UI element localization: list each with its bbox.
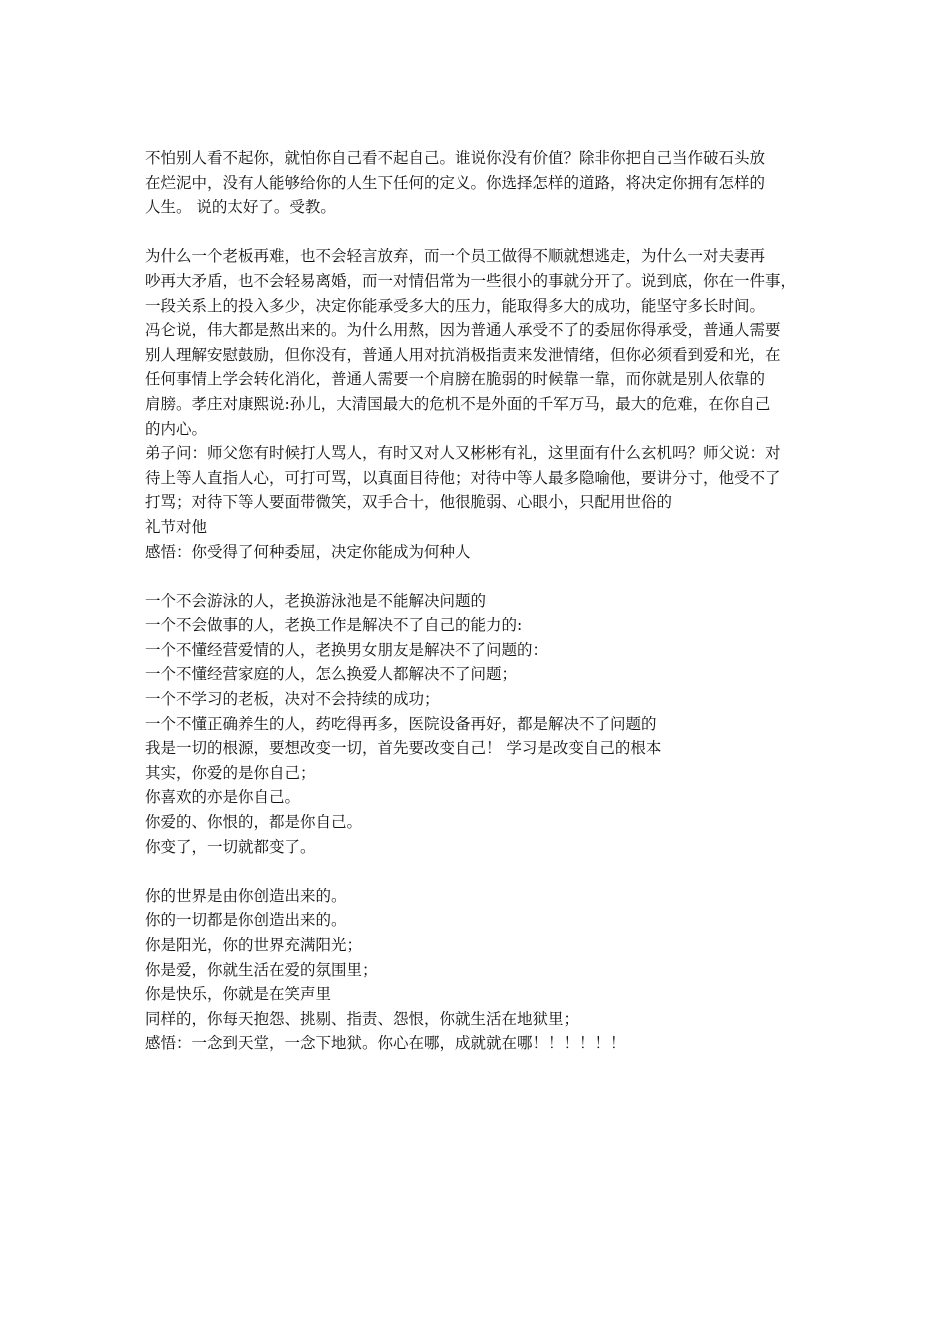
- paragraph-spacer: [145, 859, 810, 884]
- text-line: 一个不会游泳的人，老换游泳池是不能解决问题的: [145, 591, 487, 610]
- paragraph-self-worth: [145, 146, 810, 220]
- text-line: 感悟：你受得了何种委屈，决定你能成为何种人: [145, 542, 471, 561]
- document-body: [145, 146, 810, 1056]
- text-line: 别人理解安慰鼓励，但你没有，普通人用对抗消极指责来发泄情绪，但你必须看到爱和光，在: [145, 345, 781, 364]
- text-line: 弟子问：师父您有时候打人骂人，有时又对人又彬彬有礼，这里面有什么玄机吗？师父说：对: [145, 444, 781, 463]
- text-line: 你是快乐，你就是在笑声里: [145, 985, 332, 1004]
- text-line: 的内心。: [145, 419, 208, 438]
- text-line: 一个不懂正确养生的人，药吃得再多，医院设备再好，都是解决不了问题的: [145, 714, 657, 733]
- paragraph-spacer: [145, 220, 810, 245]
- text-line: 礼节对他: [145, 517, 208, 536]
- text-line: 你喜欢的亦是你自己。: [145, 788, 301, 807]
- text-line: 待上等人直指人心，可打可骂，以真面目待他；对待中等人最多隐喻他，要讲分寸，他受不了: [145, 468, 781, 487]
- text-line: 你爱的、你恨的，都是你自己。: [145, 813, 363, 832]
- text-line: 你的一切都是你创造出来的。: [145, 911, 347, 930]
- text-line: 一个不会做事的人，老换工作是解决不了自己的能力的:: [145, 616, 523, 635]
- text-line: 感悟：一念到天堂，一念下地狱。你心在哪，成就就在哪！！！！！！: [145, 1034, 626, 1053]
- paragraph-perseverance: [145, 244, 810, 564]
- text-line: 你是爱，你就生活在爱的氛围里；: [145, 960, 378, 979]
- text-line: 我是一切的根源，要想改变一切，首先要改变自己！ 学习是改变自己的根本: [145, 739, 662, 758]
- paragraph-change-yourself: [145, 589, 810, 860]
- text-line: 不怕别人看不起你，就怕你自己看不起自己。谁说你没有价值？除非你把自己当作破石头放: [145, 149, 766, 167]
- text-line: 打骂；对待下等人要面带微笑，双手合十，他很脆弱、心眼小，只配用世俗的: [145, 493, 673, 512]
- text-line: 吵再大矛盾，也不会轻易离婚，而一对情侣常为一些很小的事就分开了。说到底，你在一件事，: [145, 271, 797, 290]
- text-line: 你变了，一切就都变了。: [145, 837, 316, 856]
- text-line: 一个不懂经营家庭的人，怎么换爱人都解决不了问题；: [145, 665, 518, 684]
- text-line: 同样的，你每天抱怨、挑剔、指责、怨恨，你就生活在地狱里；: [145, 1009, 580, 1028]
- text-line: 一个不学习的老板，决对不会持续的成功；: [145, 690, 440, 709]
- text-line: 一段关系上的投入多少，决定你能承受多大的压力，能取得多大的成功，能坚守多长时间。: [145, 296, 766, 315]
- paragraph-spacer: [145, 564, 810, 589]
- text-line: 你的世界是由你创造出来的。: [145, 886, 347, 905]
- text-line: 一个不懂经营爱情的人，老换男女朋友是解决不了问题的：: [145, 640, 549, 659]
- text-line: 为什么一个老板再难，也不会轻言放弃，而一个员工做得不顺就想逃走，为什么一对夫妻再: [145, 247, 766, 266]
- text-line: 冯仑说，伟大都是熬出来的。为什么用熬，因为普通人承受不了的委屈你得承受，普通人需要: [145, 321, 781, 340]
- text-line: 任何事情上学会转化消化，普通人需要一个肩膀在脆弱的时候靠一靠，而你就是别人依靠的: [145, 370, 766, 389]
- text-line: 肩膀。孝庄对康熙说:孙儿，大清国最大的危机不是外面的千军万马，最大的危难，在你自己: [145, 394, 771, 413]
- text-line: 人生。 说的太好了。受教。: [145, 198, 336, 217]
- text-line: 其实，你爱的是你自己；: [145, 763, 316, 782]
- text-line: 在烂泥中，没有人能够给你的人生下任何的定义。你选择怎样的道路，将决定你拥有怎样的: [145, 173, 766, 192]
- text-line: 你是阳光，你的世界充满阳光；: [145, 936, 363, 954]
- paragraph-your-world: [145, 884, 810, 1056]
